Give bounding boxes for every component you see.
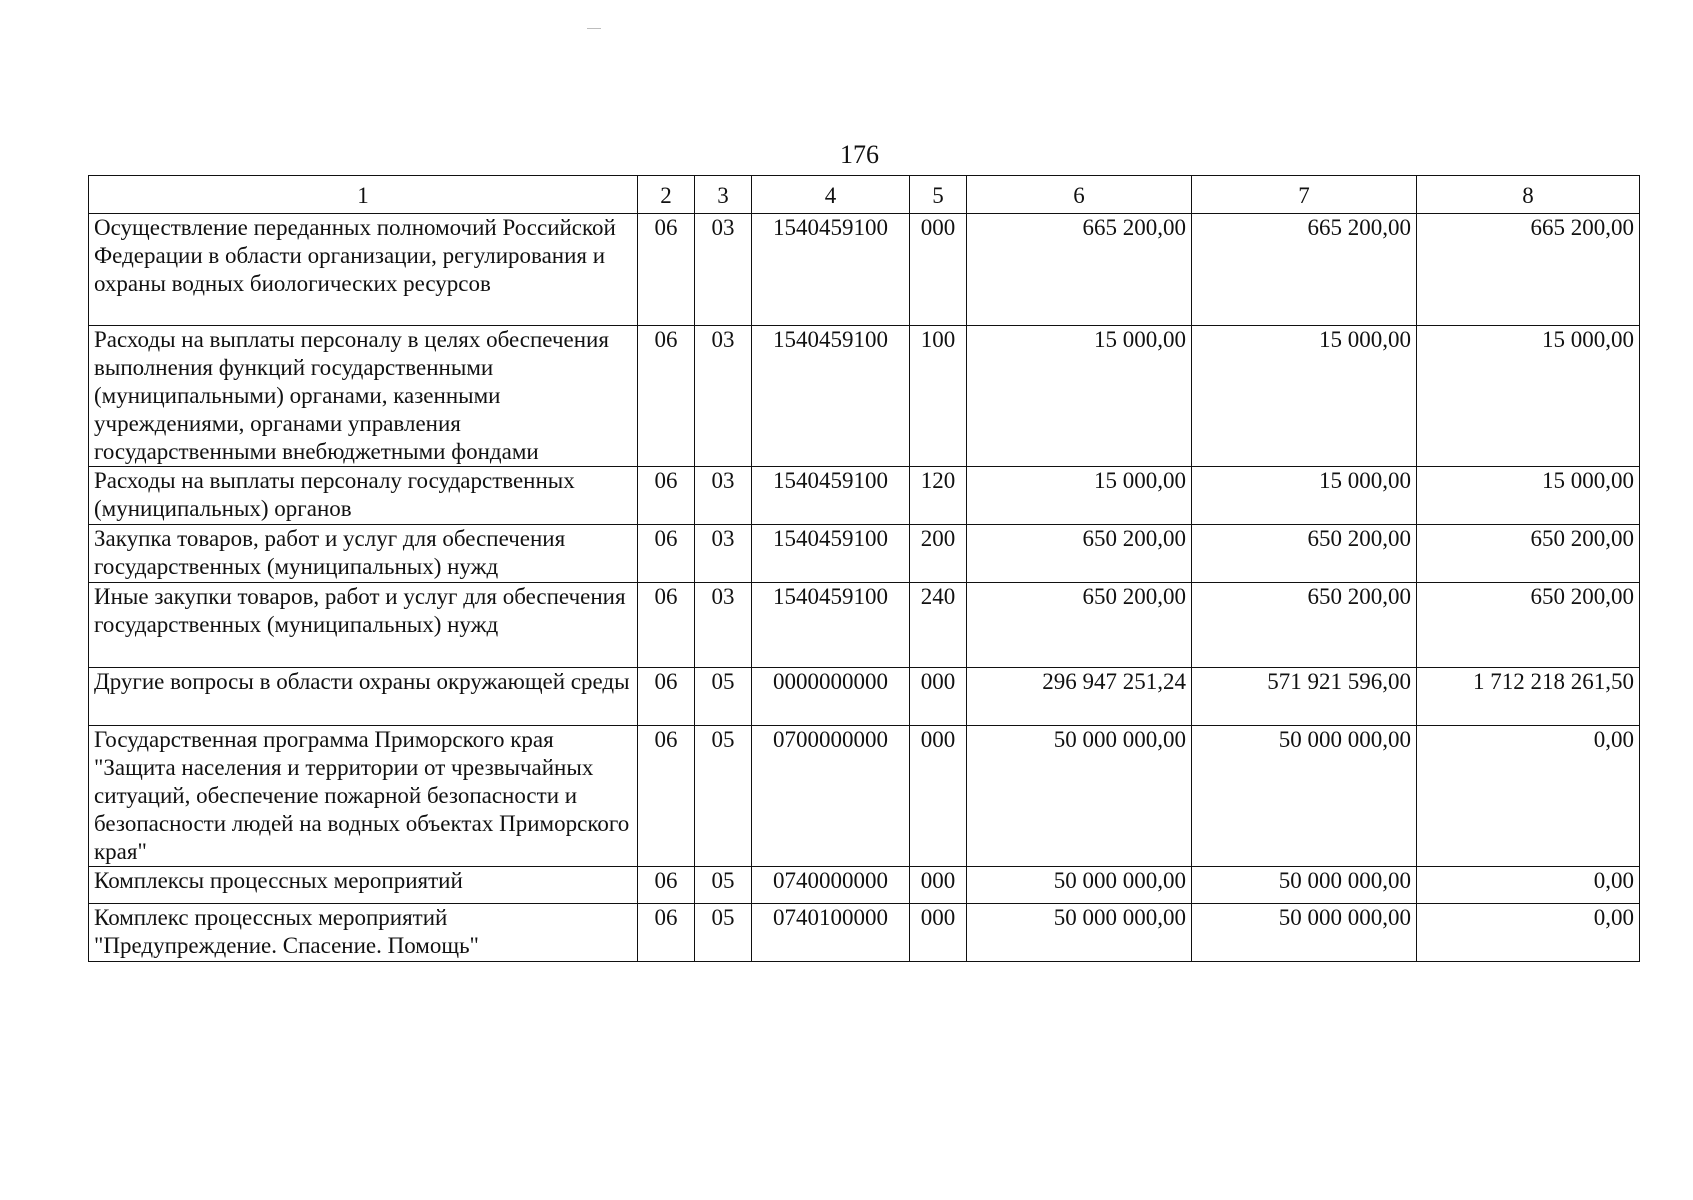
row-amount-6: 15 000,00 [967,467,1192,525]
row-amount-7: 50 000 000,00 [1192,726,1417,867]
row-target-article: 1540459100 [752,583,910,668]
row-name: Закупка товаров, работ и услуг для обеспечения государственных (муниципальных) нужд [89,525,638,583]
row-amount-7: 650 200,00 [1192,525,1417,583]
row-amount-8: 665 200,00 [1417,214,1640,326]
row-name: Расходы на выплаты персоналу государственных (муниципальных) органов [89,467,638,525]
row-section: 06 [638,326,695,467]
row-name: Иные закупки товаров, работ и услуг для обеспечения государственных (муниципальных) нужд [89,583,638,668]
row-amount-7: 50 000 000,00 [1192,904,1417,962]
row-expense-type: 200 [910,525,967,583]
row-amount-8: 650 200,00 [1417,525,1640,583]
table-row [89,726,1640,867]
header-row [89,176,1640,214]
row-name: Государственная программа Приморского края "Защита населения и территории от чрезвычайных ситуаций, обеспечение пожарной безопасности и безопасности людей на водных объектах Приморского края" [89,726,638,867]
row-amount-7: 15 000,00 [1192,326,1417,467]
table-row [89,668,1640,726]
table-row [89,326,1640,467]
row-subsection: 05 [695,867,752,904]
row-amount-6: 296 947 251,24 [967,668,1192,726]
row-target-article: 0700000000 [752,726,910,867]
row-amount-7: 571 921 596,00 [1192,668,1417,726]
table-body [89,214,1640,962]
row-expense-type: 000 [910,904,967,962]
column-header-4: 4 [752,176,910,214]
table-row [89,467,1640,525]
row-amount-6: 50 000 000,00 [967,726,1192,867]
row-subsection: 05 [695,668,752,726]
row-amount-6: 650 200,00 [967,583,1192,668]
row-name: Осуществление переданных полномочий Российской Федерации в области организации, регулирования и охраны водных биологических ресурсов [89,214,638,326]
column-header-5: 5 [910,176,967,214]
table-row [89,525,1640,583]
row-amount-7: 650 200,00 [1192,583,1417,668]
row-amount-6: 50 000 000,00 [967,867,1192,904]
column-header-8: 8 [1417,176,1640,214]
row-amount-8: 15 000,00 [1417,326,1640,467]
row-section: 06 [638,525,695,583]
row-name: Расходы на выплаты персоналу в целях обеспечения выполнения функций государственными (муниципальными) органами, казенными учреждениями, органами управления государственными внебюджетными фондами [89,326,638,467]
table-row [89,867,1640,904]
budget-table [88,175,1640,962]
table-row [89,583,1640,668]
row-subsection: 03 [695,525,752,583]
row-expense-type: 240 [910,583,967,668]
row-subsection: 05 [695,904,752,962]
row-expense-type: 000 [910,726,967,867]
row-amount-6: 50 000 000,00 [967,904,1192,962]
table-row [89,904,1640,962]
row-amount-7: 665 200,00 [1192,214,1417,326]
row-section: 06 [638,668,695,726]
row-section: 06 [638,214,695,326]
row-name: Другие вопросы в области охраны окружающей среды [89,668,638,726]
page-number: 176 [840,140,879,169]
column-header-7: 7 [1192,176,1417,214]
row-expense-type: 000 [910,867,967,904]
row-expense-type: 000 [910,668,967,726]
row-subsection: 03 [695,214,752,326]
row-subsection: 03 [695,583,752,668]
row-name: Комплексы процессных мероприятий [89,867,638,904]
row-amount-8: 0,00 [1417,904,1640,962]
row-section: 06 [638,467,695,525]
row-target-article: 0000000000 [752,668,910,726]
row-amount-6: 650 200,00 [967,525,1192,583]
row-section: 06 [638,583,695,668]
column-header-3: 3 [695,176,752,214]
row-target-article: 1540459100 [752,467,910,525]
row-expense-type: 120 [910,467,967,525]
row-target-article: 1540459100 [752,326,910,467]
column-header-1: 1 [89,176,638,214]
row-amount-8: 0,00 [1417,867,1640,904]
row-amount-6: 665 200,00 [967,214,1192,326]
row-subsection: 03 [695,467,752,525]
row-target-article: 0740100000 [752,904,910,962]
row-amount-6: 15 000,00 [967,326,1192,467]
row-amount-7: 50 000 000,00 [1192,867,1417,904]
row-target-article: 0740000000 [752,867,910,904]
column-header-6: 6 [967,176,1192,214]
row-section: 06 [638,867,695,904]
row-expense-type: 100 [910,326,967,467]
row-amount-8: 650 200,00 [1417,583,1640,668]
row-amount-7: 15 000,00 [1192,467,1417,525]
scan-artifact [587,28,601,29]
row-name: Комплекс процессных мероприятий "Предупреждение. Спасение. Помощь" [89,904,638,962]
row-amount-8: 0,00 [1417,726,1640,867]
row-amount-8: 15 000,00 [1417,467,1640,525]
row-expense-type: 000 [910,214,967,326]
column-header-2: 2 [638,176,695,214]
table-row [89,214,1640,326]
row-amount-8: 1 712 218 261,50 [1417,668,1640,726]
row-target-article: 1540459100 [752,525,910,583]
row-section: 06 [638,904,695,962]
row-target-article: 1540459100 [752,214,910,326]
row-section: 06 [638,726,695,867]
row-subsection: 05 [695,726,752,867]
row-subsection: 03 [695,326,752,467]
